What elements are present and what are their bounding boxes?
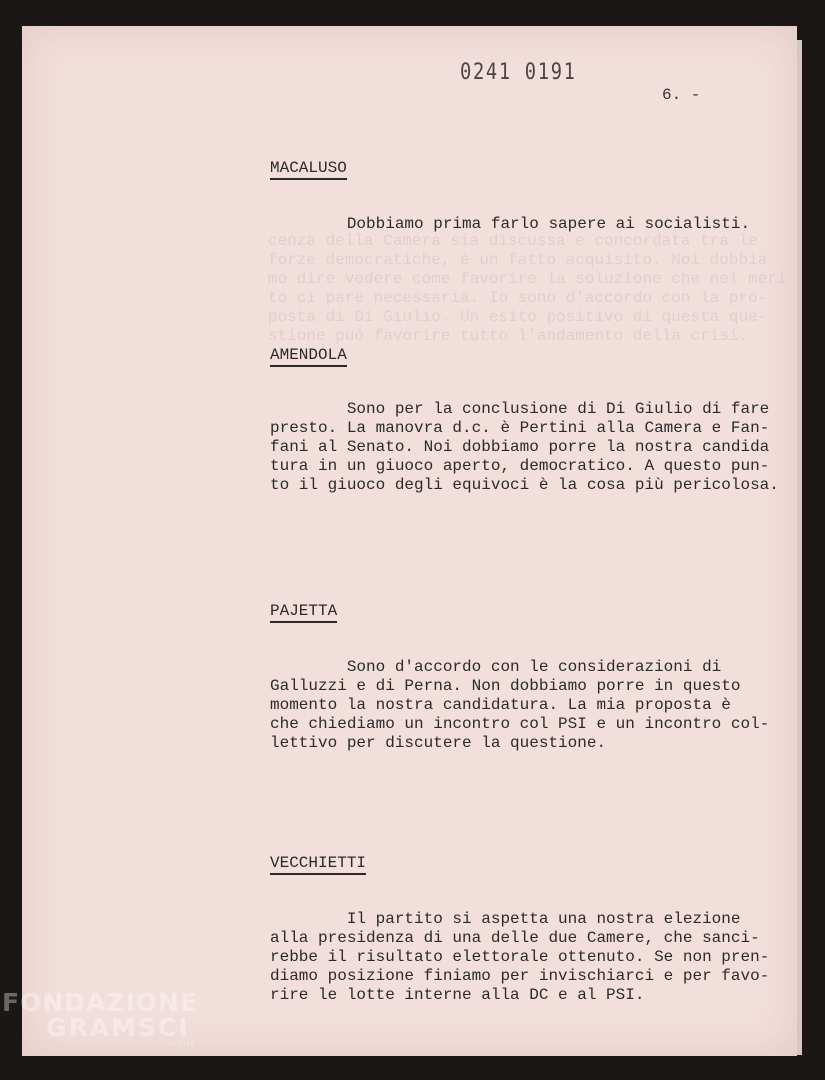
speaker-name: PAJETTA [270, 602, 338, 620]
text-line: Sono d'accordo con le considerazioni di [270, 658, 722, 676]
watermark-line: GRAMSCI [46, 1013, 190, 1042]
bleed-through-text: cenza della Camera sia discussa e concordata tra le forze democratiche, è un fatto acquisito. Noi dobbia mo dire vedere come favorire la soluzione che nel meri to ci pare necessaria. Io sono d'accordo con la pro- posta di Di Giulio. Un esito positivo di questa que- stione può favorire tutto l'andamento della crisi. [268, 232, 787, 345]
text-line: che chiediamo un incontro col PSI e un incontro col- [270, 715, 770, 733]
text-line: presto. La manovra d.c. è Pertini alla Camera e Fan- [270, 419, 770, 437]
text-line: tura in un giuoco aperto, democratico. A questo pun- [270, 457, 770, 475]
speaker-name: MACALUSO [270, 159, 347, 177]
speaker-heading [270, 346, 347, 367]
watermark-line: FONDAZIONE [2, 988, 199, 1017]
speaker-name: AMENDOLA [270, 346, 347, 364]
text-line: Galluzzi e di Perna. Non dobbiamo porre in questo [270, 677, 741, 695]
text-line: fani al Senato. Noi dobbiamo porre la nostra candida [270, 438, 770, 456]
text-line: alla presidenza di una delle due Camere, che sanci- [270, 929, 760, 947]
speaker-heading [270, 602, 337, 623]
speech-paragraph [270, 400, 790, 495]
speaker-heading [270, 854, 366, 875]
archive-number: 0241 0191 [460, 60, 577, 85]
watermark-logo [2, 988, 198, 1049]
speech-paragraph [270, 215, 790, 234]
speech-paragraph [270, 658, 790, 753]
underline [270, 178, 347, 180]
text-line: rire le lotte interne alla DC e al PSI. [270, 986, 645, 1004]
speech-paragraph [270, 910, 790, 1005]
text-line: lettivo per discutere la questione. [270, 734, 607, 752]
speaker-heading [270, 159, 347, 180]
watermark-line: onlus [168, 1038, 195, 1049]
speaker-name: VECCHIETTI [270, 854, 367, 872]
document-page [22, 26, 797, 1056]
text-line: Sono per la conclusione di Di Giulio di fare [270, 400, 770, 418]
text-line: rebbe il risultato elettorale ottenuto. Se non pren- [270, 948, 770, 966]
text-line: to il giuoco degli equivoci è la cosa più pericolosa. [270, 476, 779, 494]
text-line: Dobbiamo prima farlo sapere ai socialisti. [270, 215, 751, 233]
text-line: diamo posizione finiamo per invischiarci e per favo- [270, 967, 770, 985]
page-number: 6. - [662, 86, 701, 104]
underline [270, 365, 347, 367]
underline [270, 621, 337, 623]
text-line: Il partito si aspetta una nostra elezione [270, 910, 741, 928]
page-edge [797, 40, 802, 1055]
text-line: momento la nostra candidatura. La mia proposta è [270, 696, 731, 714]
underline [270, 873, 366, 875]
